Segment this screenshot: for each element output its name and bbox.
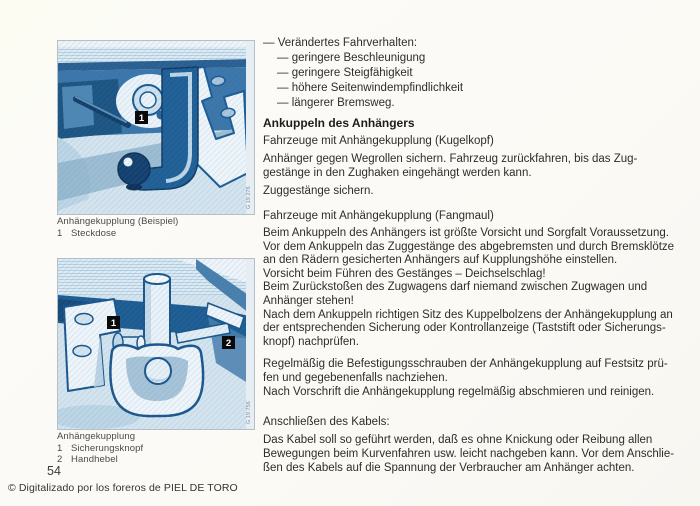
text-line: der entsprechenden Sicherung oder Kontrollanzeige (Taststift oder Sicherungs- [263, 322, 666, 335]
bullet-item: — höhere Seitenwindempfindlichkeit [277, 82, 464, 94]
text-line: knopf) nachprüfen. [263, 335, 359, 348]
intro-bullet-list [263, 36, 693, 111]
subheading-kugelkopf: Fahrzeuge mit Anhängekupplung (Kugelkopf) [263, 135, 494, 147]
text-line: Zuggestänge sichern. [263, 185, 374, 197]
text-line: Nach dem Ankuppeln richtigen Sitz des Kuppelbolzens der Anhängekupplung an [263, 308, 673, 321]
text-line: Regelmäßig die Befestigungsschrauben der Anhängekupplung auf Festsitz prü- [263, 358, 668, 371]
page-number: 54 [47, 464, 61, 478]
svg-text:2: 2 [225, 338, 232, 349]
figure-caption-title: Anhängekupplung [57, 431, 136, 442]
scan-credit: © Digitalizado por los foreros de PIEL DE TORO [8, 482, 238, 494]
svg-text:1: 1 [110, 318, 117, 329]
bullet-item: — geringere Steigfähigkeit [277, 67, 413, 79]
paragraph-wegrollen [263, 152, 693, 180]
text-line: Vorsicht beim Führen des Gestänges – Deichselschlag! [263, 267, 546, 280]
text-line: Bewegungen beim Kurvenfahren usw. leicht nachgeben kann. Vor dem Anschlie- [263, 448, 675, 461]
subheading-kabel: Anschließen des Kabels: [263, 416, 390, 429]
paragraph-zuggestaenge [263, 184, 693, 198]
figure1-caption [57, 216, 257, 239]
figure-legend-item: 2 Handhebel [57, 454, 118, 465]
trailer-hitch-ball-illustration [58, 41, 254, 214]
body-text-column [263, 36, 693, 475]
figure-code-vertical: G 19 756 [246, 401, 252, 424]
bullet-item: — geringere Beschleunigung [277, 52, 426, 64]
figure-caption-title: Anhängekupplung (Beispiel) [57, 216, 179, 227]
figure2-caption [57, 431, 257, 465]
figure-legend-item: 1 Sicherungsknopf [57, 443, 144, 454]
figure-code-vertical: G 19 276 [246, 186, 252, 209]
callout-1-badge [107, 316, 120, 329]
paragraph-wartung [263, 358, 693, 399]
text-line: Beim Zurückstoßen des Zugwagens darf niemand zwischen Zugwagen und [263, 281, 648, 294]
text-line: ßen des Kabels auf die Spannung der Verbraucher am Anhänger achten. [263, 462, 635, 475]
text-line: fen und gegebenenfalls nachziehen. [263, 371, 448, 384]
trailer-hitch-fangmaul-illustration [58, 259, 254, 429]
callout-2-badge [222, 336, 235, 349]
text-line: an den Rädern gesicherten Anhängers auf Kupplungshöhe einstellen. [263, 254, 618, 267]
text-line: Vor dem Ankuppeln das Zuggestänge des abgebremsten und durch Bremsklötze [263, 240, 675, 253]
text-line: gestänge in den Zughaken eingehängt werden kann. [263, 167, 532, 179]
text-line: Anhänger stehen! [263, 294, 354, 307]
section-heading-ankuppeln: Ankuppeln des Anhängers [263, 116, 415, 130]
subheading-fangmaul: Fahrzeuge mit Anhängekupplung (Fangmaul) [263, 210, 494, 222]
text-line: Nach Vorschrift die Anhängekupplung regelmäßig abschmieren und reinigen. [263, 385, 655, 398]
figure-kugelkopf [57, 40, 255, 215]
figure-legend-item: 1 Steckdose [57, 228, 117, 239]
svg-text:1: 1 [138, 113, 145, 124]
callout-1-badge [135, 111, 148, 124]
paragraph-fangmaul-anweisungen [263, 227, 693, 349]
text-line: Beim Ankuppeln des Anhängers ist größte Vorsicht und Sorgfalt Voraussetzung. [263, 227, 669, 239]
bullet-item: — längerer Bremsweg. [277, 97, 395, 109]
figure-fangmaul [57, 258, 255, 430]
paragraph-kabel [263, 433, 693, 475]
text-line: Anhänger gegen Wegrollen sichern. Fahrzeug zurückfahren, bis das Zug- [263, 153, 638, 165]
bullet-lead: — Verändertes Fahrverhalten: [263, 37, 418, 49]
text-line: Das Kabel soll so geführt werden, daß es ohne Knickung oder Reibung allen [263, 434, 653, 447]
